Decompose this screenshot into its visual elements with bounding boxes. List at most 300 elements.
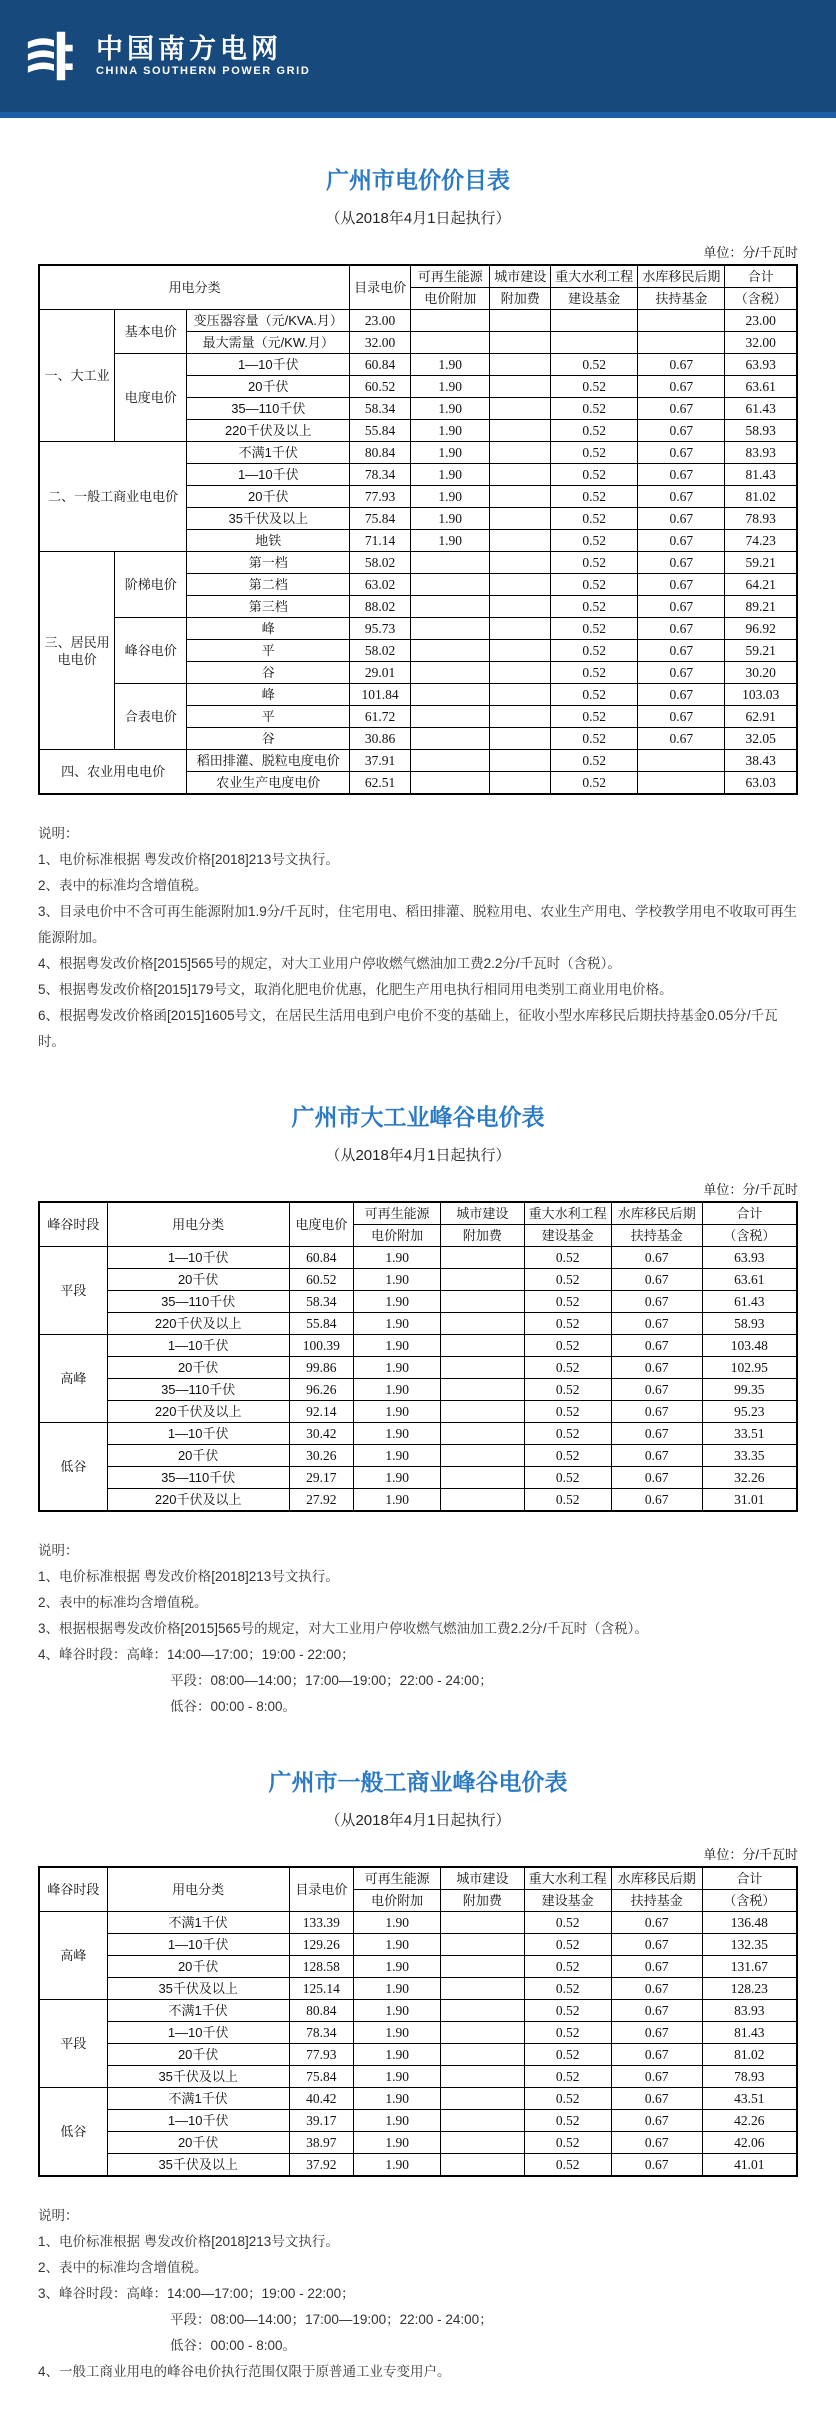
notes-title-3: 说明： <box>38 2208 79 2223</box>
table-cell: 58.34 <box>289 1291 353 1313</box>
table-cell: 60.84 <box>350 354 411 376</box>
table-cell: 1.90 <box>410 398 490 420</box>
industrial-tou-table <box>38 1201 798 1512</box>
table-cell <box>441 1978 524 2000</box>
table-cell: 78.93 <box>725 508 797 530</box>
table-cell <box>490 332 551 354</box>
table-cell: 38.97 <box>289 2132 353 2154</box>
table-cell: 59.21 <box>725 552 797 574</box>
page-title-2: 广州市大工业峰谷电价表 <box>291 1104 545 1130</box>
table-cell: 35千伏及以上 <box>187 508 350 530</box>
table-cell: 35—110千伏 <box>107 1467 289 1489</box>
table-header-cell: 合计 <box>725 265 797 288</box>
table-cell: 0.52 <box>551 354 638 376</box>
table-cell <box>490 574 551 596</box>
table-cell: 61.43 <box>702 1291 797 1313</box>
table-cell: 0.52 <box>524 1269 611 1291</box>
table-cell: 0.67 <box>611 1489 702 1512</box>
table-cell: 1.90 <box>354 2154 441 2177</box>
table-header-cell: 水库移民后期 <box>611 1202 702 1225</box>
table-cell: 1.90 <box>354 2022 441 2044</box>
table-cell: 55.84 <box>289 1313 353 1335</box>
table-cell: 78.34 <box>289 2022 353 2044</box>
table-cell: 1.90 <box>354 1912 441 1934</box>
page-title-3: 广州市一般工商业峰谷电价表 <box>268 1769 568 1795</box>
table-cell: 1.90 <box>354 2088 441 2110</box>
table-header-cell: 城市建设 <box>490 265 551 288</box>
table-cell: 99.86 <box>289 1357 353 1379</box>
table-cell: 60.52 <box>289 1269 353 1291</box>
table-header-cell: （含税） <box>702 1890 797 1912</box>
table-cell: 81.43 <box>702 2022 797 2044</box>
table-cell <box>410 684 490 706</box>
table-cell: 0.67 <box>638 596 725 618</box>
table-cell <box>490 420 551 442</box>
table-cell <box>441 1934 524 1956</box>
table-cell: 三、居民用电电价 <box>39 552 115 750</box>
table-cell: 1.90 <box>410 354 490 376</box>
table-cell: 88.02 <box>350 596 411 618</box>
table-header-cell: 用电分类 <box>39 265 350 310</box>
table-cell: 0.52 <box>551 684 638 706</box>
table-cell: 23.00 <box>725 310 797 332</box>
table-cell: 0.67 <box>611 1291 702 1313</box>
table-cell: 33.51 <box>702 1423 797 1445</box>
table-cell: 77.93 <box>350 486 411 508</box>
note-line: 低谷：00:00 - 8:00。 <box>170 1699 297 1714</box>
table-cell: 78.93 <box>702 2066 797 2088</box>
table-cell <box>490 750 551 772</box>
table-header-cell: 水库移民后期 <box>611 1867 702 1890</box>
table-cell <box>441 2132 524 2154</box>
table-cell: 峰谷电价 <box>115 618 187 684</box>
table-cell: 0.52 <box>524 1489 611 1512</box>
table-cell: 131.67 <box>702 1956 797 1978</box>
table-cell <box>441 1269 524 1291</box>
table-cell: 0.52 <box>524 1956 611 1978</box>
table-cell: 1.90 <box>354 2000 441 2022</box>
table-cell: 58.93 <box>725 420 797 442</box>
table-cell <box>490 464 551 486</box>
table-cell: 平段 <box>39 2000 107 2088</box>
table-cell: 1.90 <box>354 1335 441 1357</box>
table-cell: 0.52 <box>551 376 638 398</box>
table-cell: 0.67 <box>638 420 725 442</box>
table-cell: 35—110千伏 <box>107 1379 289 1401</box>
table-cell: 0.67 <box>611 1313 702 1335</box>
table-cell <box>410 574 490 596</box>
table-cell <box>490 662 551 684</box>
table-cell <box>410 640 490 662</box>
table-cell: 0.67 <box>638 530 725 552</box>
page-title: 广州市电价价目表 <box>326 167 510 193</box>
table-cell: 63.93 <box>702 1247 797 1269</box>
table-cell: 0.67 <box>611 2132 702 2154</box>
table-cell: 20千伏 <box>107 2132 289 2154</box>
table-cell: 0.52 <box>551 508 638 530</box>
table-cell: 0.52 <box>524 2110 611 2132</box>
table-cell: 最大需量（元/KW.月） <box>187 332 350 354</box>
table-cell: 64.21 <box>725 574 797 596</box>
table-header-cell: 附加费 <box>441 1890 524 1912</box>
table-cell: 谷 <box>187 662 350 684</box>
table-cell: 31.01 <box>702 1489 797 1512</box>
table-cell: 平 <box>187 706 350 728</box>
table-cell: 128.58 <box>289 1956 353 1978</box>
table-cell: 1—10千伏 <box>107 1335 289 1357</box>
table-cell: 0.67 <box>611 1467 702 1489</box>
table-cell: 0.52 <box>524 2132 611 2154</box>
table-cell: 35千伏及以上 <box>107 2154 289 2177</box>
effective-date: （从2018年4月1日起执行） <box>325 210 511 227</box>
table-cell: 0.67 <box>611 1357 702 1379</box>
table-cell: 63.03 <box>725 772 797 795</box>
table-cell <box>441 1357 524 1379</box>
table-cell <box>441 1291 524 1313</box>
table-cell: 0.67 <box>638 442 725 464</box>
unit-label: 单位：分/千瓦时 <box>703 245 798 260</box>
table-cell: 0.67 <box>611 2022 702 2044</box>
table-cell: 1.90 <box>410 486 490 508</box>
table-cell: 峰 <box>187 618 350 640</box>
table-cell: 1.90 <box>354 1291 441 1313</box>
table-cell: 0.52 <box>524 1357 611 1379</box>
table-cell: 1.90 <box>354 1423 441 1445</box>
table-cell: 0.67 <box>638 684 725 706</box>
note-line: 5、根据粤发改价格[2015]179号文，取消化肥电价优惠，化肥生产用电执行相同用电类别工商业用电价格。 <box>38 982 673 997</box>
note-line: 4、一般工商业用电的峰谷电价执行范围仅限于原普通工业专变用户。 <box>38 2364 451 2379</box>
table-cell <box>410 662 490 684</box>
table-cell: 220千伏及以上 <box>107 1313 289 1335</box>
table-cell: 38.43 <box>725 750 797 772</box>
table-cell: 35千伏及以上 <box>107 2066 289 2088</box>
table-cell: 0.67 <box>638 552 725 574</box>
table-cell: 74.23 <box>725 530 797 552</box>
table-cell <box>638 310 725 332</box>
table-cell: 阶梯电价 <box>115 552 187 618</box>
table-cell: 60.52 <box>350 376 411 398</box>
brand-name-en: CHINA SOUTHERN POWER GRID <box>96 64 311 77</box>
csg-logo-icon <box>26 28 82 84</box>
table-cell <box>410 596 490 618</box>
table-cell: 1—10千伏 <box>187 354 350 376</box>
table-cell: 0.67 <box>611 1379 702 1401</box>
table-cell <box>441 2044 524 2066</box>
table-cell <box>490 398 551 420</box>
table-cell <box>441 2000 524 2022</box>
table-cell: 61.43 <box>725 398 797 420</box>
table-cell: 合表电价 <box>115 684 187 750</box>
table-cell: 0.67 <box>611 2110 702 2132</box>
table-cell <box>490 354 551 376</box>
price-table <box>38 264 798 795</box>
section-commercial-tou <box>0 1764 836 2425</box>
table-cell <box>490 530 551 552</box>
table-cell: 一、大工业 <box>39 310 115 442</box>
note-line: 2、表中的标准均含增值税。 <box>38 2260 208 2275</box>
table-cell: 63.61 <box>702 1269 797 1291</box>
table-cell: 0.52 <box>551 442 638 464</box>
table-cell: 0.67 <box>611 2154 702 2177</box>
table-cell: 95.73 <box>350 618 411 640</box>
table-cell: 78.34 <box>350 464 411 486</box>
table-cell: 1.90 <box>354 1269 441 1291</box>
table-cell: 0.52 <box>524 2000 611 2022</box>
table-header-cell: 附加费 <box>490 288 551 310</box>
table-cell <box>441 2022 524 2044</box>
table-cell: 58.34 <box>350 398 411 420</box>
table-cell: 30.42 <box>289 1423 353 1445</box>
table-cell <box>441 2088 524 2110</box>
notes-list-3 <box>38 2229 798 2385</box>
table-cell: 62.91 <box>725 706 797 728</box>
table-cell: 1.90 <box>410 376 490 398</box>
table-cell: 30.86 <box>350 728 411 750</box>
table-header-cell: （含税） <box>725 288 797 310</box>
table-cell: 0.52 <box>524 2044 611 2066</box>
table-header-cell: 电价附加 <box>354 1225 441 1247</box>
table-cell <box>410 618 490 640</box>
table-cell: 99.35 <box>702 1379 797 1401</box>
table-header-cell: 目录电价 <box>350 265 411 310</box>
table-cell: 20千伏 <box>107 1269 289 1291</box>
table-cell: 35—110千伏 <box>107 1291 289 1313</box>
table-cell: 地铁 <box>187 530 350 552</box>
notes-title: 说明： <box>38 826 79 841</box>
table-cell: 1.90 <box>354 1489 441 1512</box>
table-cell <box>410 772 490 795</box>
table-cell: 132.35 <box>702 1934 797 1956</box>
table-header-cell: 水库移民后期 <box>638 265 725 288</box>
table-cell: 1.90 <box>354 1445 441 1467</box>
table-cell: 0.52 <box>551 750 638 772</box>
table-cell: 平段 <box>39 1247 107 1335</box>
table-header-cell: 电价附加 <box>410 288 490 310</box>
table-cell: 不满1千伏 <box>107 2088 289 2110</box>
table-cell: 39.17 <box>289 2110 353 2132</box>
table-cell <box>441 1379 524 1401</box>
table-cell <box>490 376 551 398</box>
table-cell: 1.90 <box>354 2110 441 2132</box>
table-cell: 0.52 <box>551 420 638 442</box>
table-cell <box>441 2110 524 2132</box>
table-cell: 农业生产电度电价 <box>187 772 350 795</box>
table-cell: 1.90 <box>354 2132 441 2154</box>
table-cell: 0.52 <box>551 530 638 552</box>
note-line: 4、峰谷时段：高峰：14:00—17:00；19:00 - 22:00； <box>38 1647 355 1662</box>
table-cell <box>551 310 638 332</box>
table-cell: 0.67 <box>638 376 725 398</box>
table-cell: 0.52 <box>524 1291 611 1313</box>
table-cell: 1.90 <box>354 1313 441 1335</box>
table-cell: 30.20 <box>725 662 797 684</box>
table-cell: 稻田排灌、脱粒电度电价 <box>187 750 350 772</box>
table-cell: 0.52 <box>524 1978 611 2000</box>
table-cell: 0.67 <box>611 2088 702 2110</box>
table-cell: 1—10千伏 <box>107 2110 289 2132</box>
table-cell: 96.26 <box>289 1379 353 1401</box>
table-cell: 55.84 <box>350 420 411 442</box>
table-cell <box>441 1956 524 1978</box>
table-cell <box>490 684 551 706</box>
table-cell <box>490 640 551 662</box>
table-cell: 0.52 <box>551 486 638 508</box>
table-cell: 第一档 <box>187 552 350 574</box>
table-cell <box>441 1423 524 1445</box>
table-cell: 四、农业用电电价 <box>39 750 187 795</box>
table-cell: 220千伏及以上 <box>187 420 350 442</box>
table-cell: 20千伏 <box>107 1956 289 1978</box>
table-cell: 0.67 <box>611 1269 702 1291</box>
table-cell: 0.52 <box>524 1423 611 1445</box>
table-cell: 63.61 <box>725 376 797 398</box>
table-cell: 0.67 <box>611 1956 702 1978</box>
table-cell <box>441 1313 524 1335</box>
notes-list-2 <box>38 1564 798 1720</box>
table-cell <box>441 1247 524 1269</box>
table-cell: 1.90 <box>354 1379 441 1401</box>
table-cell: 20千伏 <box>107 1445 289 1467</box>
table-header-cell: 重大水利工程 <box>524 1867 611 1890</box>
table-header-cell: 重大水利工程 <box>524 1202 611 1225</box>
table-cell <box>490 310 551 332</box>
table-header-cell: 目录电价 <box>289 1867 353 1912</box>
table-cell: 1—10千伏 <box>107 2022 289 2044</box>
table-cell: 0.52 <box>524 2154 611 2177</box>
table-cell <box>638 750 725 772</box>
table-header-cell: 峰谷时段 <box>39 1202 107 1247</box>
table-cell: 42.06 <box>702 2132 797 2154</box>
table-cell: 0.67 <box>611 1912 702 1934</box>
table-header-cell: 可再生能源 <box>410 265 490 288</box>
table-cell: 29.17 <box>289 1467 353 1489</box>
table-cell: 0.67 <box>611 1335 702 1357</box>
notes-block-3 <box>38 2203 798 2385</box>
table-cell: 96.92 <box>725 618 797 640</box>
table-cell: 0.67 <box>638 486 725 508</box>
table-cell: 62.51 <box>350 772 411 795</box>
effective-date-2: （从2018年4月1日起执行） <box>325 1147 511 1164</box>
table-header-cell: 扶持基金 <box>638 288 725 310</box>
table-cell: 75.84 <box>289 2066 353 2088</box>
effective-date-3: （从2018年4月1日起执行） <box>325 1812 511 1829</box>
table-cell: 电度电价 <box>115 354 187 442</box>
table-cell <box>441 2154 524 2177</box>
table-cell: 1.90 <box>354 1956 441 1978</box>
table-cell: 0.67 <box>611 2044 702 2066</box>
table-header-cell: 建设基金 <box>551 288 638 310</box>
table-cell: 220千伏及以上 <box>107 1489 289 1512</box>
table-header-cell: 可再生能源 <box>354 1202 441 1225</box>
table-cell: 75.84 <box>350 508 411 530</box>
table-cell: 第二档 <box>187 574 350 596</box>
table-cell: 63.93 <box>725 354 797 376</box>
table-cell: 125.14 <box>289 1978 353 2000</box>
table-cell: 58.02 <box>350 552 411 574</box>
table-cell: 0.52 <box>524 2022 611 2044</box>
table-cell: 58.02 <box>350 640 411 662</box>
table-cell: 1.90 <box>354 2044 441 2066</box>
table-cell: 0.67 <box>638 464 725 486</box>
table-cell <box>410 310 490 332</box>
table-cell: 0.52 <box>524 1401 611 1423</box>
table-cell: 1—10千伏 <box>107 1423 289 1445</box>
table-cell <box>441 1401 524 1423</box>
table-cell: 1.90 <box>354 1401 441 1423</box>
table-header-cell: 合计 <box>702 1202 797 1225</box>
table-cell: 低谷 <box>39 2088 107 2177</box>
table-cell: 0.52 <box>551 398 638 420</box>
table-cell: 71.14 <box>350 530 411 552</box>
table-cell: 0.52 <box>524 1379 611 1401</box>
table-cell: 95.23 <box>702 1401 797 1423</box>
notes-block <box>38 821 798 1055</box>
table-cell: 41.01 <box>702 2154 797 2177</box>
table-cell: 峰 <box>187 684 350 706</box>
note-line: 2、表中的标准均含增值税。 <box>38 878 208 893</box>
table-header-cell: 扶持基金 <box>611 1225 702 1247</box>
table-cell: 83.93 <box>725 442 797 464</box>
table-cell: 1—10千伏 <box>187 464 350 486</box>
table-cell: 0.52 <box>524 1467 611 1489</box>
table-cell: 不满1千伏 <box>187 442 350 464</box>
note-line: 3、峰谷时段：高峰：14:00—17:00；19:00 - 22:00； <box>38 2286 355 2301</box>
table-cell <box>410 552 490 574</box>
note-line: 2、表中的标准均含增值税。 <box>38 1595 208 1610</box>
table-cell: 0.67 <box>611 2000 702 2022</box>
table-cell: 103.48 <box>702 1335 797 1357</box>
table-cell: 1—10千伏 <box>107 1247 289 1269</box>
table-cell: 0.67 <box>611 1934 702 1956</box>
table-cell <box>490 728 551 750</box>
table-header-cell: 建设基金 <box>524 1890 611 1912</box>
table-cell: 37.92 <box>289 2154 353 2177</box>
table-cell <box>410 750 490 772</box>
table-cell: 32.00 <box>350 332 411 354</box>
table-header-cell: 峰谷时段 <box>39 1867 107 1912</box>
table-header-cell: 城市建设 <box>441 1202 524 1225</box>
table-cell: 0.52 <box>524 1313 611 1335</box>
table-cell: 81.02 <box>702 2044 797 2066</box>
table-cell: 89.21 <box>725 596 797 618</box>
table-cell: 136.48 <box>702 1912 797 1934</box>
table-cell: 59.21 <box>725 640 797 662</box>
table-cell: 0.52 <box>551 596 638 618</box>
table-cell: 20千伏 <box>107 1357 289 1379</box>
table-header-cell: 扶持基金 <box>611 1890 702 1912</box>
table-cell: 37.91 <box>350 750 411 772</box>
table-cell: 32.05 <box>725 728 797 750</box>
table-cell: 0.67 <box>611 1423 702 1445</box>
table-cell: 谷 <box>187 728 350 750</box>
table-header-cell: 建设基金 <box>524 1225 611 1247</box>
table-cell: 0.67 <box>611 1247 702 1269</box>
table-header-cell: 可再生能源 <box>354 1867 441 1890</box>
table-cell: 1.90 <box>354 1978 441 2000</box>
notes-block-2 <box>38 1538 798 1720</box>
table-cell: 0.52 <box>551 706 638 728</box>
table-cell: 42.26 <box>702 2110 797 2132</box>
table-cell <box>490 772 551 795</box>
table-cell: 0.67 <box>638 398 725 420</box>
table-cell: 33.35 <box>702 1445 797 1467</box>
table-cell: 102.95 <box>702 1357 797 1379</box>
table-cell: 0.52 <box>551 574 638 596</box>
table-cell: 35千伏及以上 <box>107 1978 289 2000</box>
table-cell: 高峰 <box>39 1912 107 2000</box>
table-cell: 高峰 <box>39 1335 107 1423</box>
table-cell: 0.67 <box>638 574 725 596</box>
